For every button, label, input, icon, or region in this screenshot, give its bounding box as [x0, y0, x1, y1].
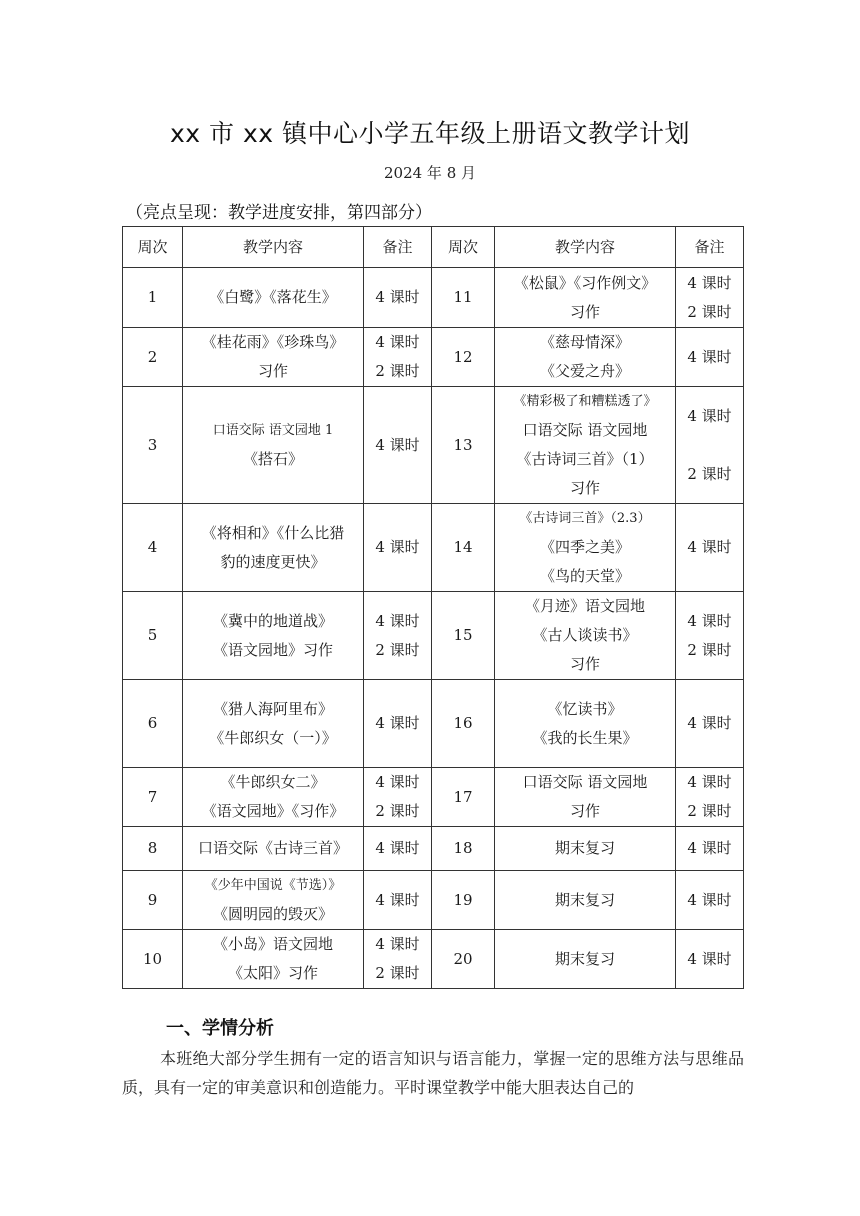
cell-line: 《语文园地》《习作》	[201, 802, 345, 820]
cell-line: 4 课时	[375, 288, 420, 306]
table-row	[123, 328, 744, 387]
cell-line: 《桂花雨》《珍珠鸟》	[201, 333, 345, 351]
content-cell-left	[183, 328, 364, 387]
content-cell-left	[183, 827, 364, 871]
content-cell-left	[183, 592, 364, 680]
note-cell-right	[676, 387, 744, 504]
cell-line: 习作	[569, 302, 600, 321]
note-cell-right	[676, 768, 744, 827]
cell-line: 4 课时	[687, 890, 732, 909]
note-cell-right	[676, 930, 744, 989]
content-cell-left	[183, 768, 364, 827]
cell-line: 口语交际 语文园地	[522, 773, 648, 791]
week-cell-right: 16	[432, 680, 495, 768]
header-week-right: 周次	[432, 227, 495, 268]
cell-line: 《松鼠》《习作例文》	[513, 273, 657, 292]
content-cell-right	[495, 592, 676, 680]
cell-line: 《鸟的天堂》	[539, 567, 630, 585]
cell-line: 4 课时	[375, 435, 420, 454]
table-row	[123, 768, 744, 827]
cell-line: 2 课时	[375, 964, 420, 982]
cell-line: 习作	[569, 479, 600, 497]
cell-line: 习作	[569, 655, 600, 673]
table-header-row	[123, 227, 744, 268]
header-note-left: 备注	[364, 227, 432, 268]
week-cell-right: 15	[432, 592, 495, 680]
cell-line: 期末复习	[554, 949, 615, 968]
cell-line: 期末复习	[554, 839, 615, 857]
cell-line: 《父爱之舟》	[539, 362, 630, 380]
section-heading: 一、学情分析	[166, 1018, 274, 1039]
cell-line: 《圆明园的毁灭》	[212, 905, 333, 923]
content-cell-left	[183, 387, 364, 504]
cell-line: 4 课时	[375, 890, 420, 909]
note-cell-right	[676, 268, 744, 328]
week-cell-right: 19	[432, 871, 495, 930]
cell-line: 2 课时	[375, 362, 420, 380]
note-cell-left	[364, 504, 432, 592]
cell-line: 4 课时	[375, 773, 420, 791]
cell-line: 《猎人海阿里布》	[212, 699, 333, 718]
cell-line: 口语交际《古诗三首》	[197, 839, 348, 857]
cell-line: 4 课时	[375, 611, 420, 630]
cell-line: 《将相和》《什么比猎	[201, 523, 345, 542]
table-row	[123, 680, 744, 768]
note-cell-right	[676, 328, 744, 387]
week-cell-left: 2	[123, 328, 183, 387]
cell-line: 《小岛》语文园地	[212, 935, 333, 953]
content-cell-right	[495, 871, 676, 930]
header-content-right: 教学内容	[495, 227, 676, 268]
week-cell-left: 7	[123, 768, 183, 827]
note-cell-left	[364, 387, 432, 504]
week-cell-left: 5	[123, 592, 183, 680]
cell-line: 《少年中国说《节选）》	[204, 878, 342, 893]
content-cell-right	[495, 930, 676, 989]
note-cell-right	[676, 592, 744, 680]
content-cell-left	[183, 268, 364, 328]
cell-line: 《搭石》	[242, 450, 303, 468]
cell-line: 4 课时	[375, 333, 420, 351]
cell-line: 4 课时	[687, 714, 732, 732]
week-cell-right: 12	[432, 328, 495, 387]
content-cell-left	[183, 504, 364, 592]
note-cell-right	[676, 504, 744, 592]
content-cell-right	[495, 680, 676, 768]
cell-line: 《语文园地》习作	[212, 640, 333, 659]
cell-line: 4 课时	[687, 406, 732, 425]
content-cell-left	[183, 871, 364, 930]
week-cell-left: 3	[123, 387, 183, 504]
cell-line: 期末复习	[554, 890, 615, 909]
content-cell-left	[183, 680, 364, 768]
cell-line: 口语交际 语文园地	[522, 421, 648, 439]
table-row	[123, 592, 744, 680]
cell-line: 《慈母情深》	[539, 333, 630, 351]
week-cell-right: 18	[432, 827, 495, 871]
week-cell-left: 9	[123, 871, 183, 930]
table-row	[123, 827, 744, 871]
document-date: 2024 年 8 月	[383, 164, 477, 182]
cell-line: 2 课时	[687, 802, 732, 820]
schedule-table	[122, 226, 744, 989]
cell-line: 豹的速度更快》	[220, 552, 326, 571]
week-cell-left: 1	[123, 268, 183, 328]
note-cell-left	[364, 827, 432, 871]
week-cell-left: 6	[123, 680, 183, 768]
week-cell-left: 10	[123, 930, 183, 989]
note-cell-left	[364, 328, 432, 387]
cell-line: 《四季之美》	[539, 538, 630, 556]
cell-line: 习作	[569, 802, 600, 820]
schedule-body	[123, 268, 744, 989]
cell-line: 4 课时	[375, 714, 420, 732]
week-cell-left: 4	[123, 504, 183, 592]
header-content-left: 教学内容	[183, 227, 364, 268]
content-cell-left	[183, 930, 364, 989]
cell-line: 《牛郎织女二》	[220, 773, 326, 791]
content-cell-right	[495, 268, 676, 328]
note-cell-left	[364, 930, 432, 989]
table-row	[123, 930, 744, 989]
cell-line: 《太阳》习作	[227, 964, 318, 982]
cell-line: 《我的长生果》	[532, 728, 638, 747]
note-cell-left	[364, 871, 432, 930]
note-cell-right	[676, 680, 744, 768]
cell-line: 2 课时	[687, 640, 732, 659]
cell-line: 《古诗词三首》（1）	[516, 450, 654, 468]
cell-line: 口语交际 语文园地 1	[212, 423, 334, 438]
highlight-note: （亮点呈现：教学进度安排，第四部分）	[126, 203, 432, 223]
note-cell-left	[364, 592, 432, 680]
table-row	[123, 504, 744, 592]
cell-line: 4 课时	[687, 538, 732, 556]
week-cell-right: 20	[432, 930, 495, 989]
note-cell-left	[364, 768, 432, 827]
content-cell-right	[495, 387, 676, 504]
cell-line: 2 课时	[375, 802, 420, 820]
table-row	[123, 387, 744, 504]
header-note-right: 备注	[676, 227, 744, 268]
note-cell-right	[676, 827, 744, 871]
week-cell-right: 14	[432, 504, 495, 592]
cell-line: 2 课时	[687, 302, 732, 321]
cell-line: 2 课时	[375, 640, 420, 659]
cell-line: 《古诗词三首》（2.3）	[519, 511, 651, 526]
cell-line: 4 课时	[687, 839, 732, 857]
cell-line: 4 课时	[375, 538, 420, 556]
cell-line: 4 课时	[687, 949, 732, 968]
cell-line: 《牛郎织女（一）》	[209, 728, 337, 747]
content-cell-right	[495, 827, 676, 871]
cell-line: 4 课时	[687, 611, 732, 630]
cell-line: 《精彩极了和糟糕透了》	[513, 394, 657, 409]
note-cell-left	[364, 680, 432, 768]
week-cell-right: 11	[432, 268, 495, 328]
cell-line: 《冀中的地道战》	[212, 611, 333, 630]
cell-line: 《忆读书》	[547, 699, 623, 718]
table-row	[123, 871, 744, 930]
cell-line: 4 课时	[375, 935, 420, 953]
cell-line: 2 课时	[687, 464, 732, 483]
document-title: xx 市 xx 镇中心小学五年级上册语文教学计划	[169, 119, 691, 148]
cell-line: 4 课时	[687, 773, 732, 791]
content-cell-right	[495, 328, 676, 387]
cell-line: 习作	[257, 362, 288, 380]
cell-line: 《古人谈读书》	[532, 626, 638, 644]
cell-line	[678, 431, 741, 460]
section-paragraph: 本班绝大部分学生拥有一定的语言知识与语言能力，掌握一定的思维方法与思维品质，具有一定的审美意识和创造能力。平时课堂教学中能大胆表达自己的	[122, 1049, 744, 1097]
note-cell-right	[676, 871, 744, 930]
content-cell-right	[495, 768, 676, 827]
note-cell-left	[364, 268, 432, 328]
week-cell-right: 13	[432, 387, 495, 504]
cell-line: 4 课时	[375, 839, 420, 857]
table-row	[123, 268, 744, 328]
cell-line: 《白鹭》《落花生》	[209, 288, 337, 306]
cell-line: 4 课时	[687, 347, 732, 366]
week-cell-right: 17	[432, 768, 495, 827]
header-week-left: 周次	[123, 227, 183, 268]
content-cell-right	[495, 504, 676, 592]
cell-line: 4 课时	[687, 273, 732, 292]
week-cell-left: 8	[123, 827, 183, 871]
cell-line: 《月迹》语文园地	[524, 597, 645, 615]
